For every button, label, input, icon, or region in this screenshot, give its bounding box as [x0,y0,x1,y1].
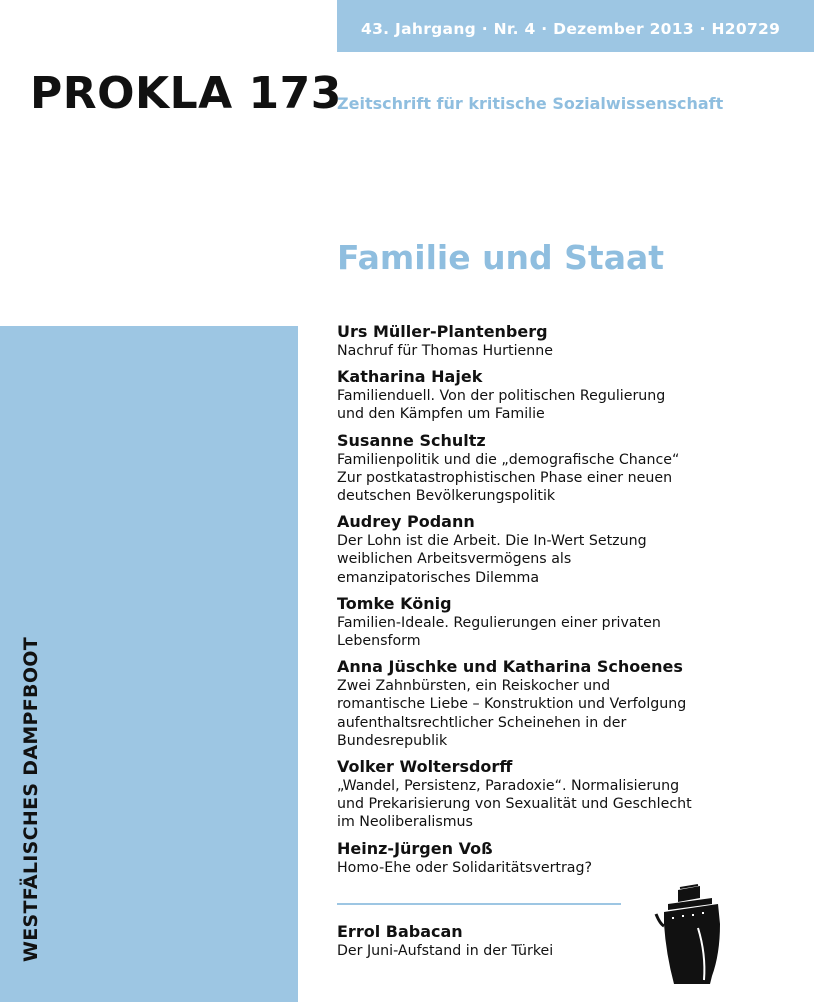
article-author: Urs Müller-Plantenberg [337,322,548,341]
article-title-line: Bundesrepublik [337,732,448,749]
article-title-line: deutschen Bevölkerungspolitik [337,488,556,505]
issue-info-band [337,0,814,52]
article-title-line: und den Kämpfen um Familie [337,406,545,423]
article-author: Tomke König [337,593,452,613]
article-title-line: Homo-Ehe oder Solidaritätsvertrag? [337,859,593,876]
section-divider [337,903,621,905]
article-title-line: Familienduell. Von der politischen Regulierung [337,388,666,405]
article-title [337,777,717,832]
article-title [337,614,717,650]
article-title [337,532,717,587]
article-entry [337,656,717,750]
article-title-line: im Neoliberalismus [337,814,473,831]
publisher-name: WESTFÄLISCHES DAMPFBOOT [20,636,42,962]
article-title [337,451,717,506]
article-author: Anna Jüschke und Katharina Schoenes [337,657,683,677]
article-author: Susanne Schultz [337,430,486,450]
article-title [337,859,717,877]
article-author: Audrey Podann [337,512,475,532]
article-entry [337,321,717,360]
steamboat-icon [654,884,726,986]
article-entry [337,593,717,650]
article-entry [337,430,717,506]
article-title-line: aufenthaltsrechtlicher Scheinehen in der [337,714,627,731]
article-author: Heinz-Jürgen Voß [337,838,493,858]
article-entry [337,756,717,832]
article-entry [337,838,717,877]
issue-theme: Familie und Staat [337,238,665,277]
article-title-line: Der Juni-Aufstand in der Türkei [337,943,554,959]
article-author: Errol Babacan [337,922,463,941]
extra-article [337,921,637,960]
article-author: Volker Woltersdorff [337,757,513,777]
article-title [337,342,717,360]
article-title-line: romantische Liebe – Konstruktion und Verfolgung [337,696,687,713]
article-title-line: weiblichen Arbeitsvermögens als [337,551,572,568]
article-title-line: emanzipatorisches Dilemma [337,569,540,586]
article-title-line: Der Lohn ist die Arbeit. Die In-Wert Setzung [337,533,647,550]
article-title-line: Lebensform [337,633,421,650]
article-title-line: Familienpolitik und die „demografische Chance“ [337,451,680,468]
article-entry [337,511,717,587]
article-title-line: Zwei Zahnbürsten, ein Reiskocher und [337,678,611,695]
article-author: Katharina Hajek [337,367,483,387]
article-title [337,942,637,960]
article-title-line: Nachruf für Thomas Hurtienne [337,343,553,359]
article-title-line: Familien-Ideale. Regulierungen einer privaten [337,614,661,631]
article-title-line: und Prekarisierung von Sexualität und Geschlecht [337,796,692,813]
article-title [337,677,717,750]
journal-subtitle: Zeitschrift für kritische Sozialwissenschaft [337,94,724,113]
journal-title: PROKLA 173 [30,68,342,119]
article-title-line: Zur postkatastrophistischen Phase einer neuen [337,469,673,486]
issue-line: 43. Jahrgang · Nr. 4 · Dezember 2013 · H20729 [361,20,781,38]
publisher-band [0,326,298,1002]
table-of-contents [337,321,717,883]
article-title [337,387,717,423]
article-title-line: „Wandel, Persistenz, Paradoxie“. Normalisierung [337,778,680,795]
article-entry [337,366,717,423]
